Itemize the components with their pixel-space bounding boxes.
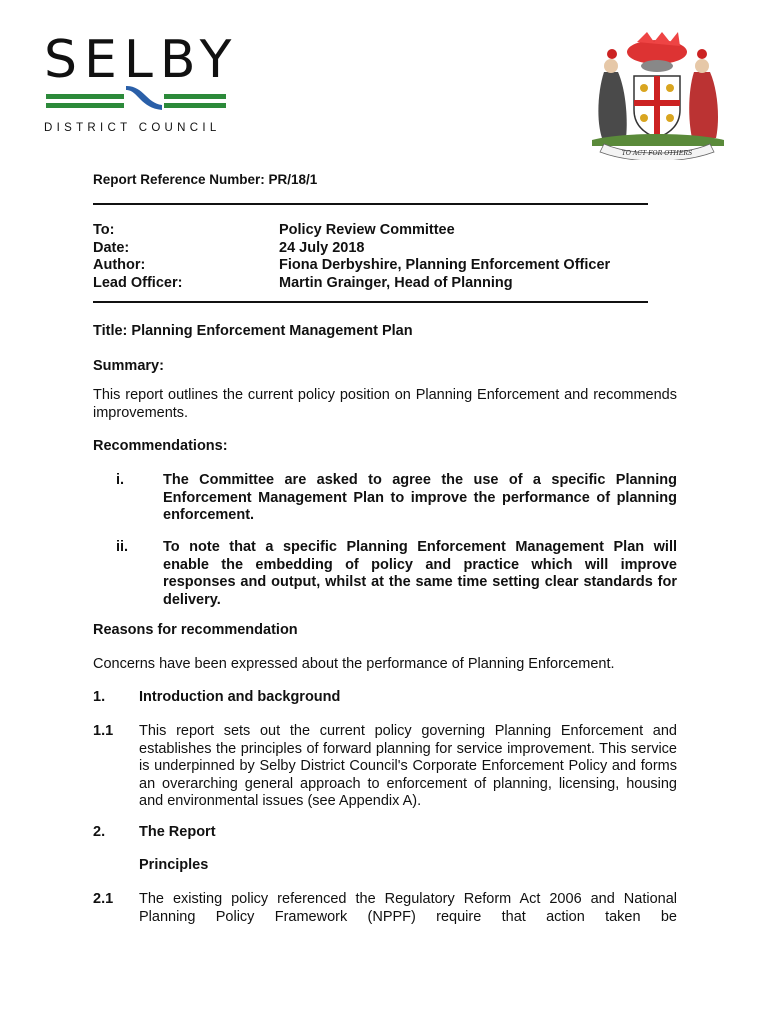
recommendation-text: The Committee are asked to agree the use of a specific Planning Enforcement Management Plan to improve the performance of planning enforcement. — [163, 472, 677, 523]
recommendation-item — [93, 539, 677, 609]
crest-motto: TO ACT FOR OTHERS — [621, 150, 693, 157]
crest-icon — [582, 30, 732, 160]
section-title: Introduction and background — [139, 689, 341, 705]
report-meta — [93, 222, 610, 292]
report-title: Title: Planning Enforcement Management Plan — [93, 323, 413, 339]
meta-value: Policy Review Committee — [279, 222, 455, 238]
river-swoosh-icon — [124, 86, 164, 116]
recommendation-text: To note that a specific Planning Enforcement Management Plan will enable the embedding of policy and practice which will improve responses and output, whilst at the same time setting clear standards for delivery. — [163, 539, 677, 608]
council-logo — [44, 30, 239, 134]
reasons-heading: Reasons for recommendation — [93, 622, 298, 638]
coat-of-arms-crest — [582, 30, 732, 160]
section-subtitle: Principles — [139, 857, 209, 873]
section-text: This report sets out the current policy governing Planning Enforcement and establishes the principles of forward planning for service improvement. This service is underpinned by Selby District Council's Corporate Enforcement Policy and forms an overarching general approach to enforcement of planning, licensing, housing and environmental issues (see Appendix A). — [139, 723, 677, 809]
section-text: The existing policy referenced the Regulatory Reform Act 2006 and National Planning Policy Framework (NPPF) require that action taken be — [139, 891, 677, 925]
report-reference: Report Reference Number: PR/18/1 — [93, 172, 318, 187]
meta-value: 24 July 2018 — [279, 239, 365, 256]
meta-value: Martin Grainger, Head of Planning — [279, 274, 513, 291]
meta-key: Author: — [93, 257, 146, 273]
meta-key: To: — [93, 222, 115, 238]
logo-stripes — [44, 90, 226, 116]
section-paragraph — [93, 891, 677, 926]
section-number: 1.1 — [93, 723, 114, 739]
section-paragraph — [93, 723, 677, 811]
logo-subtitle: DISTRICT COUNCIL — [44, 122, 221, 134]
section-heading — [93, 824, 677, 842]
meta-row-author — [93, 257, 610, 275]
logo-wordmark: SELBY — [44, 30, 239, 90]
meta-row-to — [93, 222, 610, 240]
recommendations-heading: Recommendations: — [93, 438, 228, 454]
section-heading — [93, 689, 677, 707]
section-number: 1. — [93, 689, 106, 705]
meta-row-lead-officer — [93, 275, 610, 293]
meta-key: Date: — [93, 239, 130, 256]
meta-key: Lead Officer: — [93, 274, 183, 291]
recommendation-number: ii. — [116, 539, 129, 555]
section-number: 2. — [93, 824, 106, 840]
meta-value: Fiona Derbyshire, Planning Enforcement Officer — [279, 257, 611, 273]
section-number: 2.1 — [93, 891, 114, 907]
divider-bottom — [93, 301, 648, 303]
section-subheading — [93, 857, 677, 875]
recommendation-item — [93, 472, 677, 525]
summary-text: This report outlines the current policy position on Planning Enforcement and recommends improvements. — [93, 387, 677, 421]
section-title: The Report — [139, 824, 216, 840]
divider-top — [93, 203, 648, 205]
recommendation-number: i. — [116, 472, 125, 488]
summary-heading: Summary: — [93, 358, 164, 374]
reasons-text: Concerns have been expressed about the performance of Planning Enforcement. — [93, 656, 615, 672]
meta-row-date — [93, 240, 610, 258]
